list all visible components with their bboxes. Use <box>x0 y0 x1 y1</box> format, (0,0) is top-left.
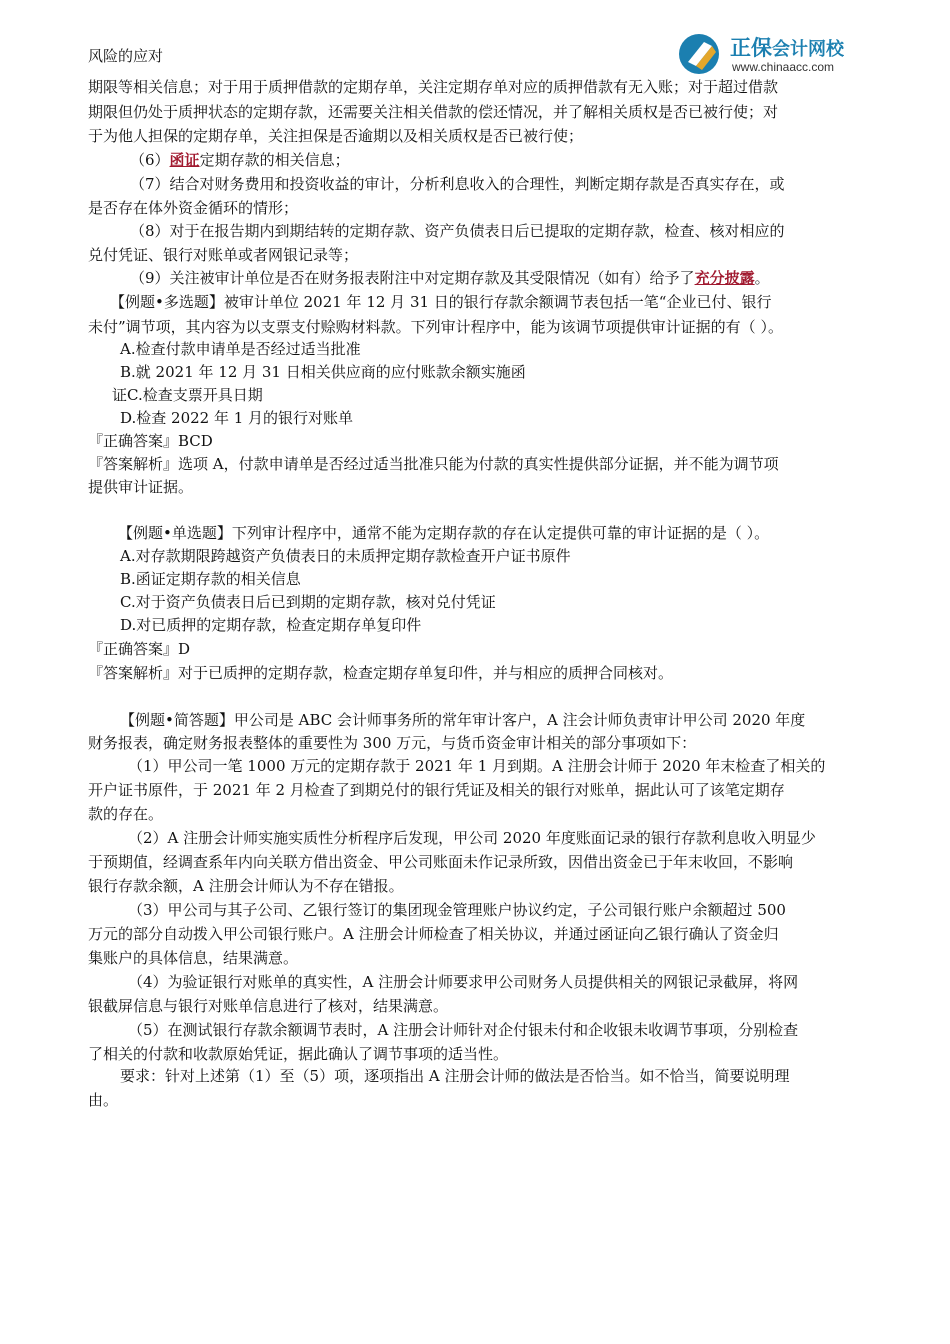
logo-url: www.chinaacc.com <box>732 60 835 74</box>
answer-analysis: 『答案解析』对于已质押的定期存款，检查定期存单复印件，并与相应的质押合同核对。 <box>88 664 674 682</box>
paragraph-line: 是否存在体外资金循环的情形； <box>88 199 299 217</box>
paragraph-line: 万元的部分自动拨入甲公司银行账户。A 注册会计师检查了相关协议，并通过函证向乙银行确认了资金归 <box>88 925 779 943</box>
highlight-term: 充分披露 <box>694 269 755 287</box>
option-a: A.检查付款申请单是否经过适当批准 <box>120 340 361 358</box>
paragraph-line: 银截屏信息与银行对账单信息进行了核对，结果满意。 <box>88 997 449 1015</box>
correct-answer: 『正确答案』D <box>88 640 191 658</box>
case-item-4: （4）为验证银行对账单的真实性，A 注册会计师要求甲公司财务人员提供相关的网银记录截屏，将网 <box>128 973 799 991</box>
case-item-5: （5）在测试银行存款余额调节表时，A 注册会计师针对企付银未付和企收银未收调节事项，分别检查 <box>128 1021 799 1039</box>
question-stem: 【例题•多选题】被审计单位 2021 年 12 月 31 日的银行存款余额调节表包括一笔“企业已付、银行 <box>110 293 772 311</box>
paragraph-line: 于为他人担保的定期存单，关注担保是否逾期以及相关质权是否已被行使； <box>88 127 584 145</box>
option-c: C.对于资产负债表日后已到期的定期存款，核对兑付凭证 <box>120 593 496 611</box>
clipped-header-text: 风险的应对 <box>88 47 164 65</box>
paragraph-line: 了相关的付款和收款原始凭证，据此确认了调节事项的适当性。 <box>88 1045 509 1063</box>
requirement: 由。 <box>88 1091 119 1109</box>
case-item-1: （1）甲公司一笔 1000 万元的定期存款于 2021 年 1 月到期。A 注册会计师于 2020 年末检查了相关的 <box>128 757 826 775</box>
paragraph-line: 期限等相关信息；对于用于质押借款的定期存单，关注定期存单对应的质押借款有无入账；对于超过借款 <box>88 78 779 96</box>
paragraph-line: 款的存在。 <box>88 805 164 823</box>
paragraph-line: 开户证书原件，于 2021 年 2 月检查了到期兑付的银行凭证及相关的银行对账单，据此认可了该笔定期存 <box>88 781 785 799</box>
case-item-2: （2）A 注册会计师实施实质性分析程序后发现，甲公司 2020 年度账面记录的银行存款利息收入明显少 <box>128 829 816 847</box>
paragraph-line: 集账户的具体信息，结果满意。 <box>88 949 299 967</box>
question-stem: 【例题•单选题】下列审计程序中，通常不能为定期存款的存在认定提供可靠的审计证据的是（ ）。 <box>118 524 770 542</box>
correct-answer: 『正确答案』BCD <box>88 432 213 450</box>
paragraph-line: 兑付凭证、银行对账单或者网银记录等； <box>88 246 359 264</box>
option-a: A.对存款期限跨越资产负债表日的未质押定期存款检查开户证书原件 <box>120 547 571 565</box>
option-d: D.对已质押的定期存款，检查定期存单复印件 <box>120 616 422 634</box>
answer-analysis: 『答案解析』选项 A，付款申请单是否经过适当批准只能为付款的真实性提供部分证据，并不能为调节项 <box>88 455 779 473</box>
option-c: 证C.检查支票开具日期 <box>112 386 263 404</box>
list-item-8: （8）对于在报告期内到期结转的定期存款、资产负债表日后已提取的定期存款，检查、核对相应的 <box>130 222 785 240</box>
list-item-7: （7）结合对财务费用和投资收益的审计，分析利息收入的合理性，判断定期存款是否真实存在，或 <box>130 175 785 193</box>
logo-text: 正保会计网校 <box>730 36 844 60</box>
option-b: B.函证定期存款的相关信息 <box>120 570 301 588</box>
question-stem: 财务报表，确定财务报表整体的重要性为 300 万元，与货币资金审计相关的部分事项如下： <box>88 734 697 752</box>
logo-emblem-icon <box>676 32 724 76</box>
list-item-9: （9）关注被审计单位是否在财务报表附注中对定期存款及其受限情况（如有）给予了充分披露。 <box>130 269 770 287</box>
answer-analysis: 提供审计证据。 <box>88 478 194 496</box>
paragraph-line: 期限但仍处于质押状态的定期存款，还需要关注相关借款的偿还情况，并了解相关质权是否已被行使；对 <box>88 103 779 121</box>
list-item-6: （6）函证定期存款的相关信息； <box>130 151 350 169</box>
case-item-3: （3）甲公司与其子公司、乙银行签订的集团现金管理账户协议约定，子公司银行账户余额超过 500 <box>128 901 786 919</box>
paragraph-line: 于预期值，经调查系年内向关联方借出资金、甲公司账面未作记录所致，因借出资金已于年末收回，不影响 <box>88 853 794 871</box>
option-d: D.检查 2022 年 1 月的银行对账单 <box>120 409 354 427</box>
question-stem: 未付”调节项，其内容为以支票支付赊购材料款。下列审计程序中，能为该调节项提供审计证据的有（ ）。 <box>88 318 783 336</box>
question-stem: 【例题•简答题】甲公司是 ABC 会计师事务所的常年审计客户，A 注会计师负责审计甲公司 2020 年度 <box>120 711 806 729</box>
highlight-term: 函证 <box>169 151 200 169</box>
brand-logo <box>676 30 876 78</box>
option-b: B.就 2021 年 12 月 31 日相关供应商的应付账款余额实施函 <box>120 363 526 381</box>
paragraph-line: 银行存款余额，A 注册会计师认为不存在错报。 <box>88 877 404 895</box>
requirement: 要求：针对上述第（1）至（5）项，逐项指出 A 注册会计师的做法是否恰当。如不恰当，简要说明理 <box>120 1067 790 1085</box>
